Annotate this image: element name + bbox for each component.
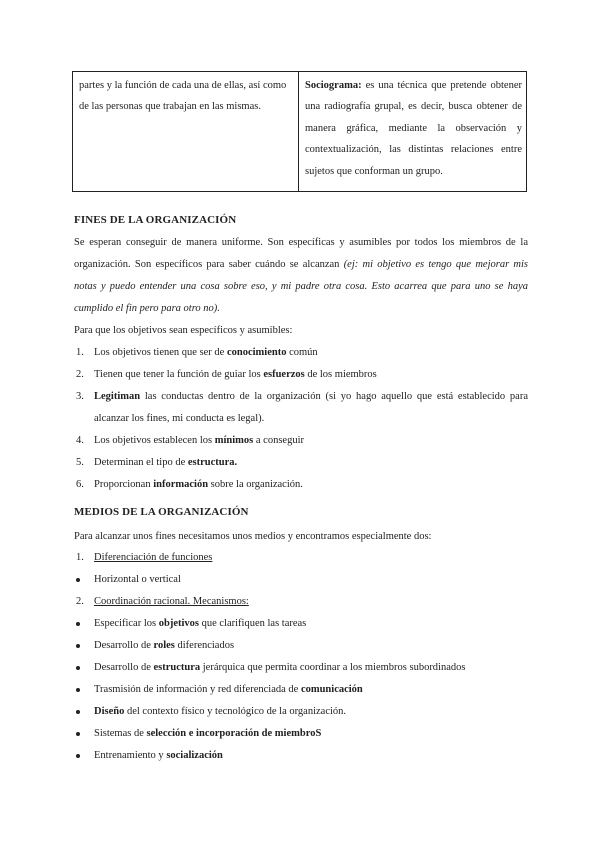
bullet-icon	[76, 732, 80, 736]
table-left-text: partes y la función de cada una de ellas, así como de las personas que trabajan en las mismas.	[79, 80, 287, 113]
list-bold: socialización	[166, 750, 223, 761]
list-text: sobre la organización.	[208, 479, 303, 490]
list-text: Entrenamiento y	[94, 750, 167, 761]
list-bold: estructura	[153, 662, 201, 673]
medios-heading: MEDIOS DE LA ORGANIZACIÓN	[74, 506, 249, 518]
list-bold: selección e incorporación de miembroS	[146, 728, 322, 739]
list-text: Los objetivos establecen los	[94, 435, 215, 446]
list-text: de los miembros	[304, 369, 377, 380]
list-text: las conductas dentro de la organización (si yo hago aquello que está establecido para alcanzar los fines, mi conducta es legal).	[94, 391, 528, 424]
list-bold: esfuerzos	[263, 369, 305, 380]
list-number: 2.	[76, 369, 84, 380]
list-text: del contexto físico y tecnológico de la organización.	[124, 706, 347, 717]
list-number: 6.	[76, 479, 84, 490]
bullet-icon	[76, 754, 80, 758]
list-number: 2.	[76, 596, 84, 607]
list-number: 3.	[76, 391, 84, 402]
bullet-icon	[76, 688, 80, 692]
bullet-icon	[76, 710, 80, 714]
list-text: Determinan el tipo de	[94, 457, 188, 468]
fines-intro: Para que los objetivos sean específicos y asumibles:	[74, 325, 293, 336]
list-bold: información	[153, 479, 209, 490]
medios-intro: Para alcanzar unos fines necesitamos unos medios y encontramos especialmente dos:	[74, 531, 432, 542]
list-text: Horizontal o vertical	[94, 574, 181, 585]
list-number: 4.	[76, 435, 84, 446]
list-bold: roles	[153, 640, 175, 651]
table-cell-left	[73, 72, 299, 191]
sociograma-term: Sociograma:	[305, 80, 362, 91]
fines-heading: FINES DE LA ORGANIZACIÓN	[74, 214, 237, 226]
list-text: Tienen que tener la función de guiar los	[94, 369, 264, 380]
fines-paragraph-text: Se esperan conseguir de manera uniforme. Son específicas y asumibles por todos los miembros de la organización. Son específicos para saber cuándo se alcanzan	[74, 237, 528, 270]
list-text: Trasmisión de información y red diferenciada de	[94, 684, 301, 695]
sociograma-definition: es una técnica que pretende obtener una radiografía grupal, es decir, busca obtener de manera gráfica, mediante la observación y contextualización, las distintas relaciones entre sujetos que conforman un grupo.	[305, 80, 522, 177]
list-text: común	[286, 347, 318, 358]
list-number: 1.	[76, 552, 84, 563]
list-bold: Diseño	[94, 706, 125, 717]
list-text: Desarrollo de	[94, 662, 154, 673]
bullet-icon	[76, 578, 80, 582]
bullet-icon	[76, 666, 80, 670]
list-underlined-text: Coordinación racional. Mecanismos:	[94, 596, 249, 607]
list-text: Especificar los	[94, 618, 159, 629]
list-text: Sistemas de	[94, 728, 147, 739]
list-number: 1.	[76, 347, 84, 358]
list-bold: estructura.	[187, 457, 238, 468]
list-underlined-text: Diferenciación de funciones	[94, 552, 213, 563]
concept-table	[72, 71, 527, 192]
list-text: jerárquica que permita coordinar a los miembros subordinados	[200, 662, 466, 673]
table-cell-right	[299, 72, 526, 191]
list-bold: comunicación	[300, 684, 363, 695]
list-text: diferenciados	[174, 640, 235, 651]
list-text: a conseguir	[253, 435, 304, 446]
list-bold: conocimiento	[226, 347, 287, 358]
list-text: Proporcionan	[94, 479, 154, 490]
list-text: Los objetivos tienen que ser de	[94, 347, 227, 358]
list-bold: Legitiman	[94, 391, 141, 402]
list-number: 5.	[76, 457, 84, 468]
list-item	[74, 386, 528, 430]
list-bold: mínimos	[214, 435, 254, 446]
fines-paragraph	[74, 232, 528, 320]
list-bold: objetivos	[158, 618, 199, 629]
list-text: que clarifiquen las tareas	[198, 618, 307, 629]
bullet-icon	[76, 622, 80, 626]
list-text: Desarrollo de	[94, 640, 154, 651]
fines-paragraph-example: (ej: mi objetivo es tengo que mejorar mis notas y puedo entender una cosa sobre eso, y mi padre otra cosa. Esto acarrea que para uno se haya cumplido el fin pero para otro no).	[74, 259, 529, 314]
bullet-icon	[76, 644, 80, 648]
